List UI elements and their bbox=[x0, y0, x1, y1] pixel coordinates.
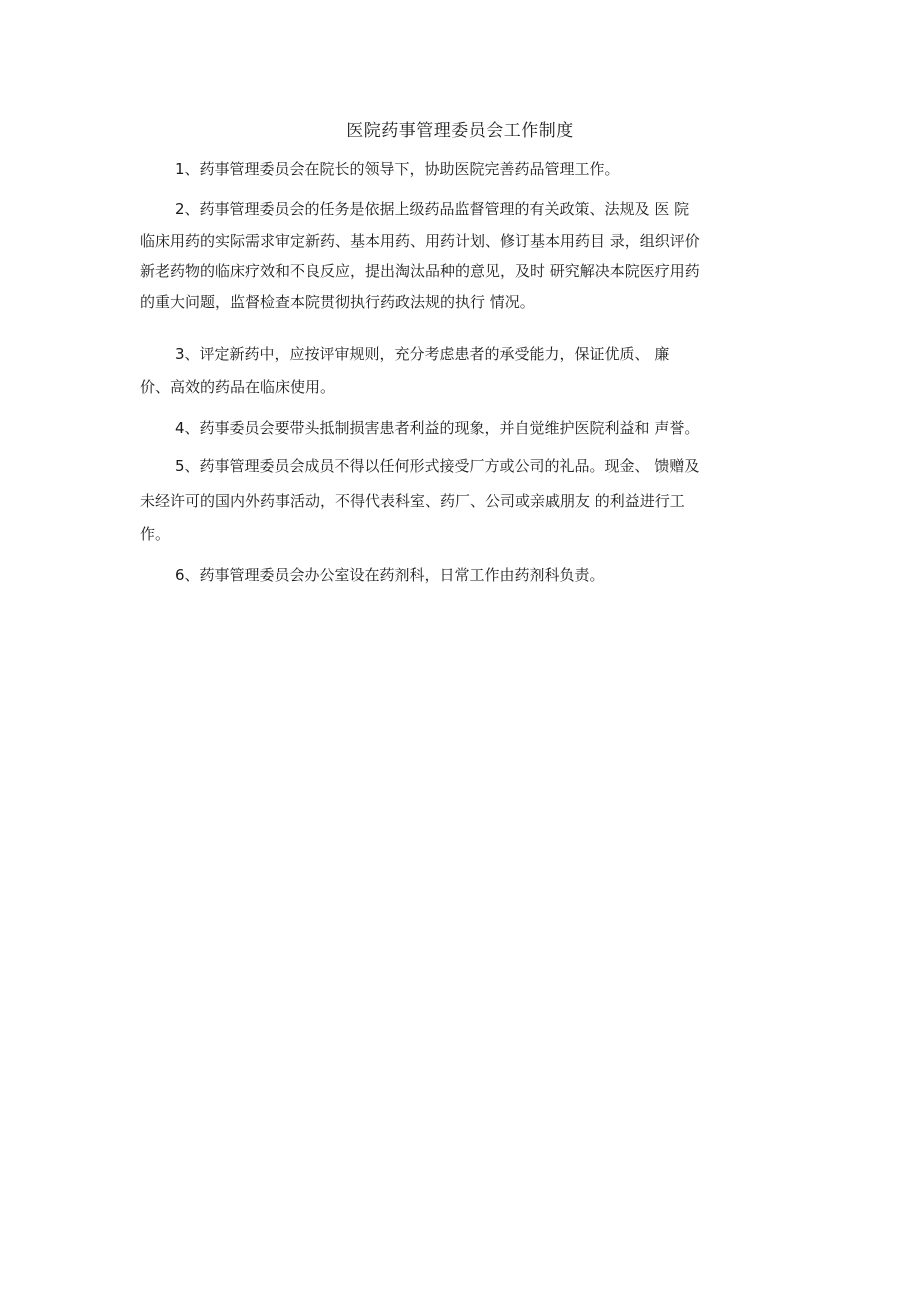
paragraph-line: 2、药事管理委员会的任务是依据上级药品监督管理的有关政策、法规及 医 院 bbox=[175, 200, 690, 218]
paragraph-4 bbox=[140, 416, 782, 440]
paragraph-5 bbox=[140, 454, 782, 546]
paragraph-line: 5、药事管理委员会成员不得以任何形式接受厂方或公司的礼品。现金、 馈赠及 bbox=[175, 457, 700, 475]
paragraph-2 bbox=[140, 197, 782, 314]
paragraph-line: 价、高效的药品在临床使用。 bbox=[140, 378, 336, 396]
paragraph-line: 6、药事管理委员会办公室设在药剂科，日常工作由药剂科负责。 bbox=[175, 566, 605, 584]
paragraph-line: 临床用药的实际需求审定新药、基本用药、用药计划、修订基本用药目 录，组织评价 bbox=[140, 232, 700, 250]
paragraph-6 bbox=[140, 563, 782, 587]
paragraph-line: 的重大问题，监督检查本院贯彻执行药政法规的执行 情况。 bbox=[140, 293, 535, 311]
document-title: 医院药事管理委员会工作制度 bbox=[346, 121, 574, 141]
paragraph-1 bbox=[140, 157, 782, 181]
paragraph-line: 4、药事委员会要带头抵制损害患者利益的现象，并自觉维护医院利益和 声誉。 bbox=[175, 419, 700, 437]
paragraph-line: 1、药事管理委员会在院长的领导下，协助医院完善药品管理工作。 bbox=[175, 160, 620, 178]
paragraph-line: 作。 bbox=[140, 525, 171, 543]
paragraph-3 bbox=[140, 342, 782, 399]
paragraph-line: 未经许可的国内外药事活动，不得代表科室、药厂、公司或亲戚朋友 的利益进行工 bbox=[140, 492, 685, 510]
paragraph-line: 新老药物的临床疗效和不良反应，提出淘汰品种的意见，及时 研究解决本院医疗用药 bbox=[140, 262, 700, 280]
paragraph-line: 3、评定新药中，应按评审规则，充分考虑患者的承受能力，保证优质、 廉 bbox=[175, 345, 670, 363]
